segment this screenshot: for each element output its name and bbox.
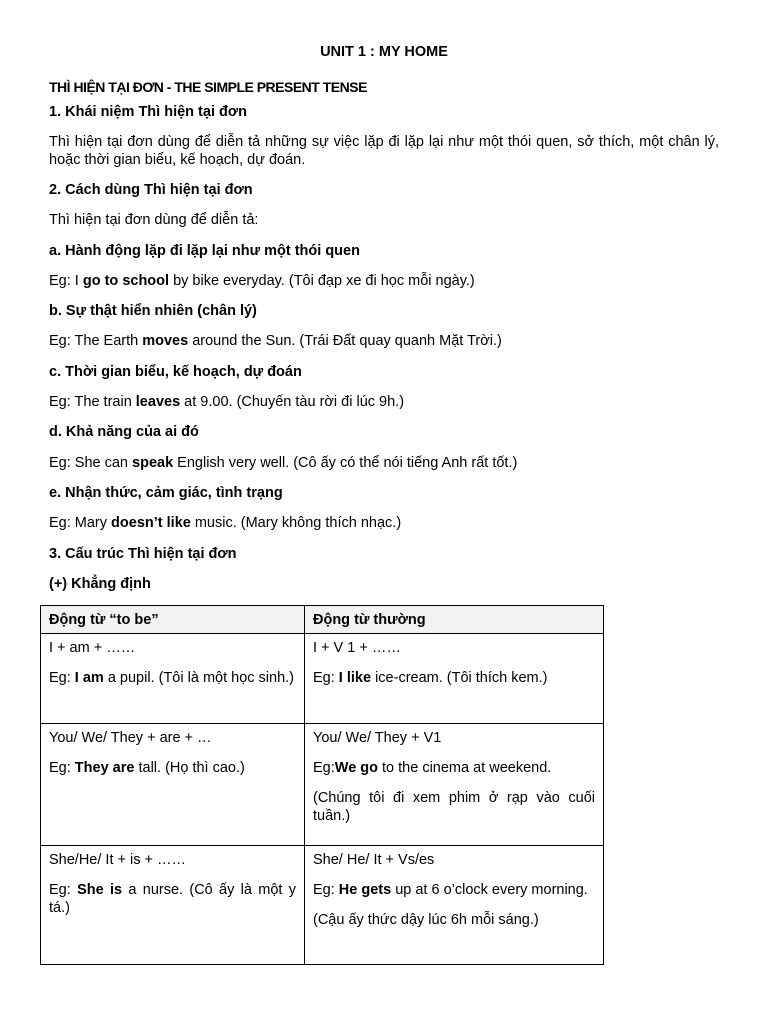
- formula: I + V 1 + ……: [313, 640, 401, 656]
- translation: (Cậu ấy thức dậy lúc 6h mỗi sáng.): [313, 912, 539, 928]
- formula: She/He/ It + is + ……: [49, 852, 186, 868]
- formula: You/ We/ They + are + …: [49, 730, 212, 746]
- usage-c-example: Eg: The train leaves at 9.00. (Chuyến tàu rời đi lúc 9h.): [49, 394, 405, 410]
- usage-d-heading: d. Khả năng của ai đó: [49, 424, 199, 440]
- translation: (Chúng tôi đi xem phim ở rạp vào cuối tuần.): [313, 790, 595, 824]
- usage-d-example: Eg: She can speak English very well. (Cô ấy có thể nói tiếng Anh rất tốt.): [49, 455, 518, 471]
- table-row: [41, 846, 604, 965]
- usage-e-heading: e. Nhận thức, cảm giác, tình trạng: [49, 485, 283, 501]
- column-header-regular-verb: Động từ thường: [305, 606, 604, 634]
- example: Eg: They are tall. (Họ thì cao.): [49, 760, 245, 776]
- usage-a-heading: a. Hành động lặp đi lặp lại như một thói quen: [49, 243, 360, 259]
- page-title: UNIT 1 : MY HOME: [320, 44, 448, 60]
- to-be-cell: [41, 634, 305, 724]
- usage-c-heading: c. Thời gian biểu, kế hoạch, dự đoán: [49, 364, 302, 380]
- usage-a-example: Eg: I go to school by bike everyday. (Tôi đạp xe đi học mỗi ngày.): [49, 273, 475, 289]
- conjugation-table: [40, 605, 604, 965]
- formula: She/ He/ It + Vs/es: [313, 852, 435, 868]
- section-3-heading: 3. Cấu trúc Thì hiện tại đơn: [49, 546, 237, 562]
- example: Eg: I like ice-cream. (Tôi thích kem.): [313, 670, 548, 686]
- column-header-to-be: Động từ “to be”: [41, 606, 305, 634]
- to-be-cell: [41, 724, 305, 846]
- to-be-cell: [41, 846, 305, 965]
- section-2-heading: 2. Cách dùng Thì hiện tại đơn: [49, 182, 253, 198]
- formula: You/ We/ They + V1: [313, 730, 442, 746]
- example: Eg: He gets up at 6 o’clock every morning.: [313, 882, 588, 898]
- regular-verb-cell: [305, 724, 604, 846]
- example: Eg: I am a pupil. (Tôi là một học sinh.): [49, 670, 295, 686]
- regular-verb-cell: [305, 634, 604, 724]
- table-row: [41, 634, 604, 724]
- lesson-subtitle: THÌ HIỆN TẠI ĐƠN - THE SIMPLE PRESENT TENSE: [49, 79, 367, 95]
- section-1-text: Thì hiện tại đơn dùng để diễn tả những sự việc lặp đi lặp lại như một thói quen, sở thích, một chân lý, hoặc thời gian biểu, kế hoạch, dự đoán.: [49, 134, 719, 168]
- example: Eg:We go to the cinema at weekend.: [313, 760, 552, 776]
- usage-e-example: Eg: Mary doesn’t like music. (Mary không thích nhạc.): [49, 515, 402, 531]
- affirmative-heading: (+) Khẳng định: [49, 576, 151, 592]
- usage-b-heading: b. Sự thật hiển nhiên (chân lý): [49, 303, 257, 319]
- usage-b-example: Eg: The Earth moves around the Sun. (Trái Đất quay quanh Mặt Trời.): [49, 333, 502, 349]
- section-2-intro: Thì hiện tại đơn dùng để diễn tả:: [49, 212, 259, 228]
- formula: I + am + ……: [49, 640, 136, 656]
- regular-verb-cell: [305, 846, 604, 965]
- section-1-heading: 1. Khái niệm Thì hiện tại đơn: [49, 104, 248, 120]
- table-row: [41, 724, 604, 846]
- example: Eg: She is a nurse. (Cô ấy là một y tá.): [49, 882, 296, 916]
